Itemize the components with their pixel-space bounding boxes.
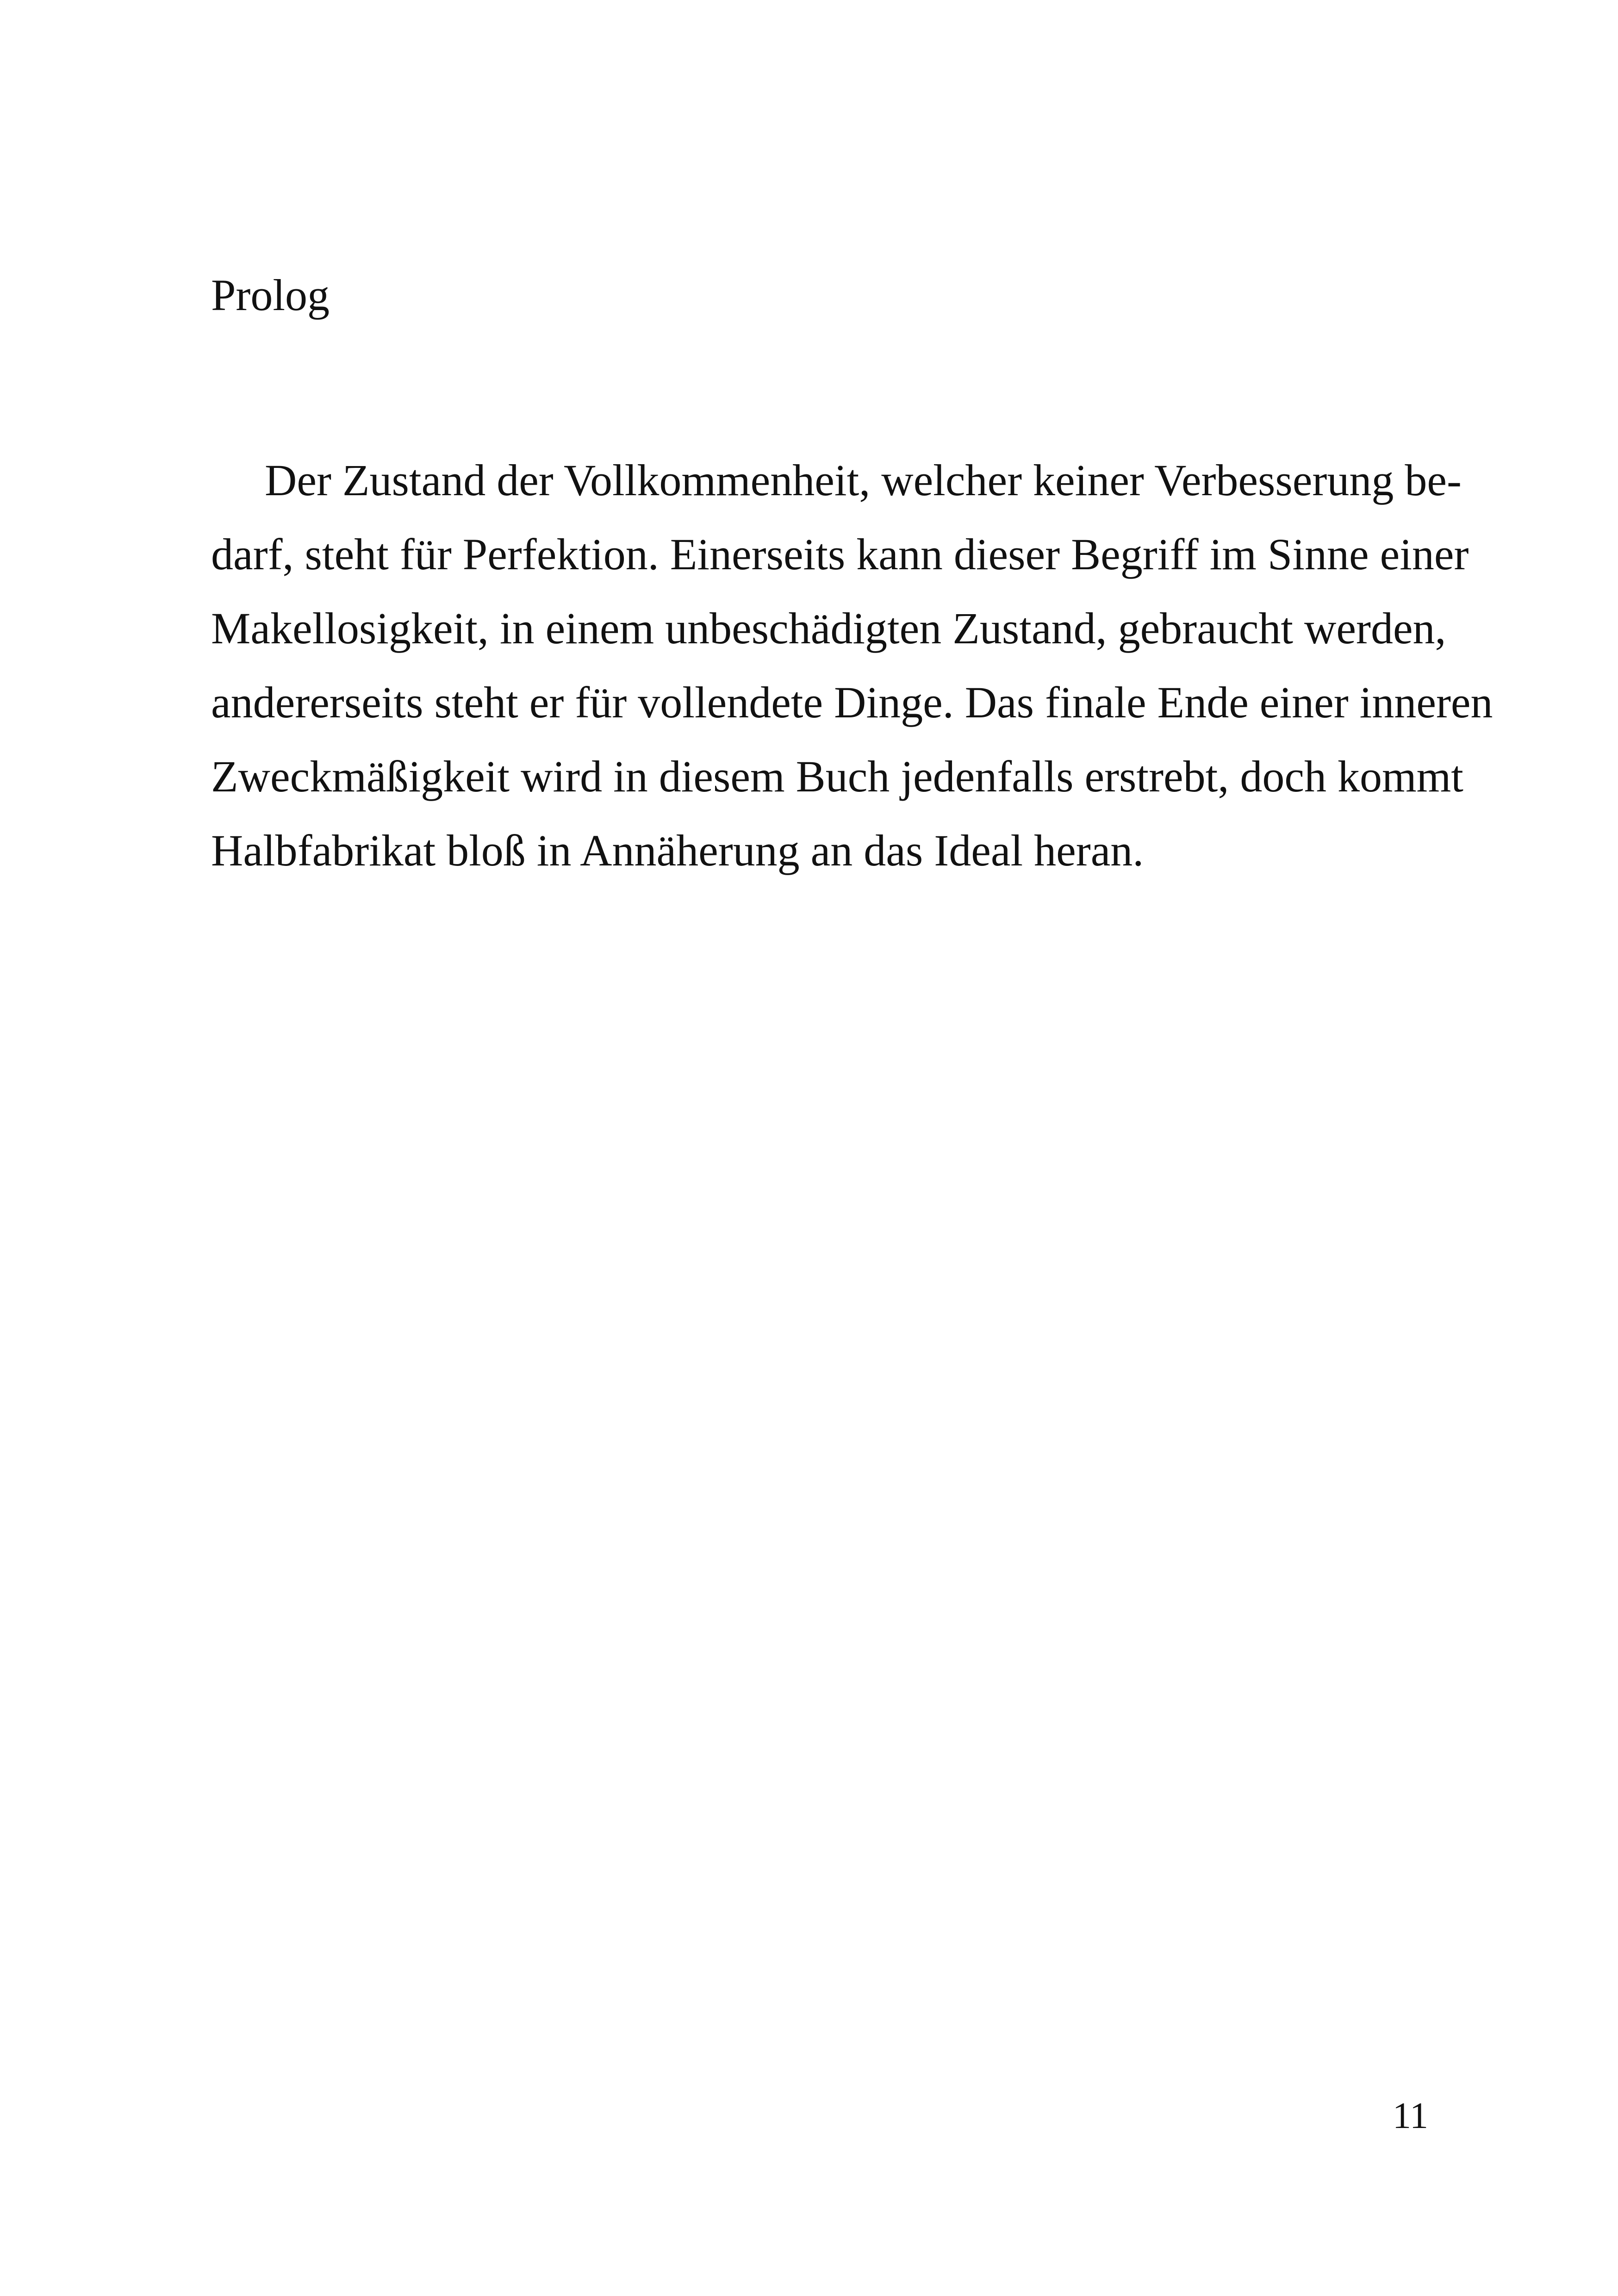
page-number: 11 — [1392, 2096, 1428, 2136]
paragraph-line: darf, steht für Perfektion. Einerseits kann dieser Begriff im Sinne einer — [211, 529, 1469, 579]
paragraph-line: Makellosigkeit, in einem unbeschädigten Zustand, gebraucht werden, — [211, 604, 1446, 653]
paragraph-line: Zweckmäßigkeit wird in diesem Buch jedenfalls erstrebt, doch kommt — [211, 752, 1463, 801]
chapter-heading: Prolog — [211, 270, 330, 320]
paragraph-line: Halbfabrikat bloß in Annäherung an das Ideal heran. — [211, 826, 1144, 875]
body-paragraph — [211, 443, 1493, 888]
paragraph-line: andererseits steht er für vollendete Dinge. Das finale Ende einer inneren — [211, 678, 1493, 727]
paragraph-line: Der Zustand der Vollkommenheit, welcher keiner Verbesserung be- — [265, 455, 1462, 505]
